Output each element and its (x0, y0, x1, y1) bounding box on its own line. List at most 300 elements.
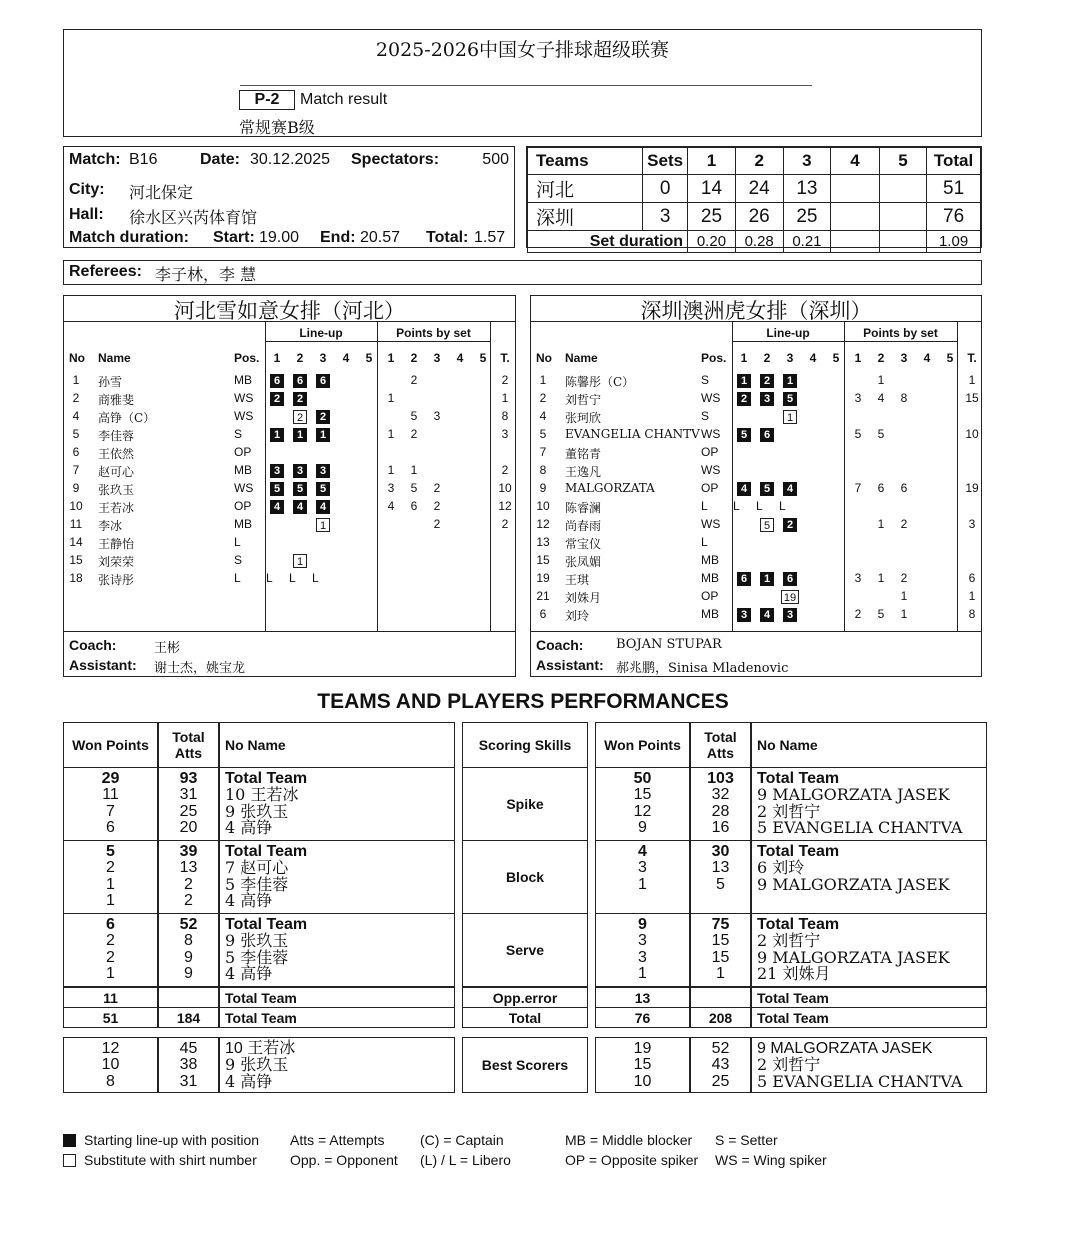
starting-position-marker: 6 (783, 572, 797, 586)
no-header: No (536, 351, 552, 365)
total-atts: 16 (711, 818, 730, 836)
points-set-3-header: 3 (900, 351, 908, 365)
player-name: 刘玲 (565, 609, 590, 623)
libero-mark: L (289, 571, 296, 585)
total-label (462, 1007, 588, 1028)
starting-position-marker: 4 (316, 500, 330, 514)
player-number: 14 (69, 535, 83, 549)
set-points: 2 (433, 481, 441, 495)
player-number: 7 (72, 463, 80, 477)
substitute-swatch (63, 1154, 76, 1167)
player-position: OP (234, 499, 252, 513)
lineup-set-4-header: 4 (809, 351, 817, 365)
set-points: 2 (900, 517, 908, 531)
starting-position-marker: 3 (270, 464, 284, 478)
lineup-divider (732, 321, 733, 631)
player-position: S (701, 373, 710, 387)
set-points: 1 (387, 427, 395, 441)
set-points: 4 (877, 391, 885, 405)
player-total-points: 8 (501, 409, 509, 423)
starting-position-marker: 2 (737, 392, 751, 406)
player-position: OP (234, 445, 252, 459)
lineup-set-3-header: 3 (319, 351, 327, 365)
duration-label: Match duration: (69, 229, 189, 246)
starting-position-marker: 1 (293, 428, 307, 442)
player-name: 王依然 (98, 447, 135, 461)
points-set-2-header: 2 (410, 351, 418, 365)
referees-panel (63, 260, 982, 285)
team-b-set-3: 25 (783, 203, 831, 231)
player-name: 张珂欣 (565, 411, 602, 425)
match-label: Match: (69, 151, 121, 168)
document-title: Match result (300, 91, 388, 108)
player-position: MB (234, 463, 252, 477)
legend-atts: Atts = Attempts (290, 1132, 385, 1148)
player-entry: 2 刘哲宁 (757, 1055, 821, 1075)
opp-error-won-a-text: 11 (103, 989, 118, 1006)
lineup-set-3-header: 3 (786, 351, 794, 365)
won-points-header-b-text: Won Points (604, 737, 681, 753)
substitution-marker: 1 (316, 518, 330, 532)
total-atts: 39 (179, 843, 198, 860)
player-position: MB (234, 517, 252, 531)
opp-error-name-b-text: Total Team (757, 989, 829, 1006)
set-points: 1 (387, 391, 395, 405)
skill-cell (462, 840, 588, 914)
player-entry: 4 高铮 (225, 817, 273, 837)
set-points: 8 (900, 391, 908, 405)
points-set-1-header: 1 (854, 351, 862, 365)
spectators-label: Spectators: (351, 151, 440, 168)
skill-cell (462, 767, 588, 841)
total-atts-cell (158, 767, 219, 841)
player-name-cell (219, 767, 455, 841)
assistant-names: 郝兆鹏，Sinisa Mladenovic (616, 661, 789, 676)
player-total-points: 8 (968, 607, 976, 621)
player-total-points: 3 (968, 517, 976, 531)
match-info-panel (63, 146, 515, 248)
set-points: 5 (877, 427, 885, 441)
total-atts-cell (690, 767, 751, 841)
player-total-points: 6 (968, 571, 976, 585)
coach-label: Coach: (536, 637, 584, 653)
total-atts-a-text: 184 (176, 1009, 201, 1026)
starting-position-marker: 1 (316, 428, 330, 442)
player-name: 尚春雨 (565, 519, 602, 533)
total-atts-cell (690, 840, 751, 914)
starting-position-marker: 1 (783, 374, 797, 388)
points-set-5-header: 5 (479, 351, 487, 365)
player-position: MB (234, 373, 252, 387)
starting-position-marker: 4 (293, 500, 307, 514)
player-entry: 9 MALGORZATA JASEK (757, 947, 950, 967)
best-atts-cell (690, 1037, 751, 1093)
lineup-header: Line-up (299, 326, 343, 340)
set-points: 3 (433, 409, 441, 423)
player-entry: 9 MALGORZATA JASEK (757, 785, 950, 805)
header-set-4: 4 (831, 148, 879, 175)
set-points: 5 (854, 427, 862, 441)
set-points: 3 (387, 481, 395, 495)
competition-phase: 常规赛B级 (239, 118, 315, 137)
player-position: MB (701, 571, 719, 585)
won-points: 1 (638, 964, 647, 982)
player-position: WS (234, 391, 254, 405)
player-number: 15 (536, 553, 550, 567)
total-atts-list (159, 844, 218, 909)
set-points: 5 (877, 607, 885, 621)
player-name: 刘荣荣 (98, 555, 135, 569)
pos-header: Pos. (234, 351, 260, 365)
coach-rule (531, 631, 981, 632)
player-entry: Total Team (757, 843, 840, 860)
total-atts: 31 (179, 1072, 198, 1090)
won-points: 3 (638, 859, 647, 877)
player-entry: 21 刘姝月 (757, 963, 831, 983)
player-entry: 2 刘哲宁 (757, 801, 821, 821)
header-set-2: 2 (735, 148, 783, 175)
hall-label: Hall: (69, 206, 104, 223)
set-points: 1 (900, 589, 908, 603)
player-total-points: 15 (965, 391, 979, 405)
no-header: No (69, 351, 85, 365)
starting-position-marker: 5 (316, 482, 330, 496)
starting-position-marker: 4 (737, 482, 751, 496)
player-name: 王逸凡 (565, 465, 602, 479)
header-rule (64, 321, 515, 322)
won-points-list (64, 844, 157, 909)
libero-mark: L (779, 499, 786, 513)
player-entry: 9 张玖玉 (225, 801, 289, 821)
team-b-sets: 3 (643, 203, 688, 231)
opp-error-label-text: Opp.error (492, 989, 558, 1006)
skill-name: Serve (505, 942, 545, 958)
total-won-b (595, 1007, 690, 1028)
header-set-1: 1 (688, 148, 736, 175)
starting-position-marker: 2 (316, 410, 330, 424)
team-a-set-2: 24 (735, 175, 783, 203)
player-number: 12 (536, 517, 550, 531)
legend-libero: (L) / L = Libero (420, 1152, 511, 1168)
player-position: OP (701, 589, 719, 603)
player-position: MB (701, 553, 719, 567)
player-entry-list (220, 1041, 454, 1090)
total-atts-list (159, 771, 218, 836)
coach-name: BOJAN STUPAR (616, 637, 722, 652)
player-name: 李佳蓉 (98, 429, 135, 443)
total-name-a-text: Total Team (225, 1009, 297, 1026)
total-atts: 31 (179, 786, 198, 804)
player-position: OP (701, 445, 719, 459)
starting-position-marker: 1 (270, 428, 284, 442)
pos-header: Pos. (701, 351, 727, 365)
set-points: 1 (410, 463, 418, 477)
total-won-a-text: 51 (102, 1009, 119, 1026)
won-points: 3 (638, 932, 647, 950)
player-entry-list (220, 917, 454, 982)
starting-position-marker: 1 (760, 572, 774, 586)
player-number: 4 (72, 409, 80, 423)
points-divider (844, 321, 845, 631)
player-entry: 5 EVANGELIA CHANTVA (757, 817, 963, 837)
starting-position-marker: 2 (270, 392, 284, 406)
header-set-3: 3 (783, 148, 831, 175)
team-a-set-1: 14 (688, 175, 736, 203)
player-entry: 9 张玖玉 (225, 931, 289, 951)
performances-title: TEAMS AND PLAYERS PERFORMANCES (317, 690, 729, 713)
total-won-b-text: 76 (634, 1009, 651, 1026)
header-teams: Teams (528, 148, 643, 175)
won-points-list (596, 917, 689, 982)
coach-name: 王彬 (154, 641, 181, 656)
player-name: 张凤媚 (565, 555, 602, 569)
won-points-header-b (595, 722, 690, 768)
total-divider (957, 321, 958, 631)
set-points: 2 (900, 571, 908, 585)
start-label: Start: (213, 229, 255, 246)
starting-position-marker: 3 (316, 464, 330, 478)
player-entry-list (752, 917, 986, 982)
city-name: 河北保定 (129, 183, 194, 202)
player-name: 孙雪 (98, 375, 123, 389)
points-set-1-header: 1 (387, 351, 395, 365)
won-points: 15 (633, 1056, 652, 1074)
player-total-points: 2 (501, 463, 509, 477)
set-points: 2 (433, 499, 441, 513)
player-entry: 6 刘玲 (757, 858, 805, 878)
starting-position-marker: 5 (293, 482, 307, 496)
player-number: 18 (69, 571, 83, 585)
player-number: 10 (536, 499, 550, 513)
player-name: 赵可心 (98, 465, 135, 479)
player-position: L (234, 571, 241, 585)
player-entry: 4 高铮 (225, 890, 273, 910)
total-name-a (219, 1007, 455, 1028)
total-atts: 38 (179, 1056, 198, 1074)
libero-mark: L (756, 499, 763, 513)
player-number: 11 (69, 517, 83, 531)
lineup-set-1-header: 1 (273, 351, 281, 365)
best-scorers-label: Best Scorers (481, 1057, 569, 1073)
player-total-points: 10 (498, 481, 512, 495)
team-name: 深圳澳洲虎女排（深圳） (640, 299, 872, 323)
player-entry: 10 王若冰 (225, 785, 299, 805)
player-entry: 5 EVANGELIA CHANTVA (757, 1071, 963, 1091)
end-time: 20.57 (360, 229, 401, 246)
starting-position-marker: 4 (783, 482, 797, 496)
total-atts: 52 (179, 916, 198, 933)
total-won-a (63, 1007, 158, 1028)
player-number: 13 (536, 535, 550, 549)
points-header: Points by set (396, 326, 471, 340)
total-atts: 52 (711, 1040, 730, 1057)
total-atts-b-text: 208 (708, 1009, 733, 1026)
points-divider (377, 321, 378, 631)
total-atts-cell (158, 913, 219, 987)
team-a-abbr: 河北 (528, 175, 643, 203)
assistant-label: Assistant: (536, 657, 604, 673)
score-table (526, 146, 982, 248)
player-position: WS (701, 517, 721, 531)
player-number: 5 (539, 427, 547, 441)
won-points: 1 (106, 891, 115, 909)
total-atts: 25 (711, 1072, 730, 1090)
total-atts-list (691, 844, 750, 893)
player-number: 8 (539, 463, 547, 477)
name-header: Name (98, 351, 131, 365)
set-points: 1 (877, 373, 885, 387)
legend-opp: Opp. = Opponent (290, 1152, 398, 1168)
starting-position-marker: 6 (737, 572, 751, 586)
player-number: 19 (536, 571, 550, 585)
player-number: 5 (72, 427, 80, 441)
player-number: 1 (539, 373, 547, 387)
player-number: 9 (72, 481, 80, 495)
won-points: 2 (106, 859, 115, 877)
team-a-roster (63, 295, 516, 677)
won-points-cell (595, 840, 690, 914)
substitution-marker: 2 (293, 410, 307, 424)
date-label: Date: (200, 151, 241, 168)
set-points: 4 (387, 499, 395, 513)
set-points: 2 (433, 517, 441, 531)
total-atts-list (691, 917, 750, 982)
substitution-marker: 5 (760, 518, 774, 532)
won-points: 10 (101, 1056, 120, 1074)
player-entry: 9 张玖玉 (225, 1055, 289, 1075)
player-number: 2 (72, 391, 80, 405)
player-name: 高铮（C） (98, 411, 156, 425)
best-atts-cell (158, 1037, 219, 1093)
starting-position-marker: 3 (737, 608, 751, 622)
total-atts: 15 (711, 932, 730, 950)
no-name-header-a-text: No Name (225, 737, 286, 753)
set-duration-1: 0.20 (688, 231, 736, 253)
opp-error-name-b (751, 987, 987, 1008)
substitution-marker: 1 (783, 410, 797, 424)
points-set-3-header: 3 (433, 351, 441, 365)
player-name: MALGORZATA (565, 481, 655, 495)
legend-s: S = Setter (715, 1132, 778, 1148)
player-entry: 4 高铮 (225, 1071, 273, 1091)
team-b-set-5 (879, 203, 926, 231)
player-name: EVANGELIA CHANTV (565, 427, 700, 441)
starting-position-marker: 6 (760, 428, 774, 442)
total-atts: 30 (711, 843, 730, 860)
player-name: 王静怡 (98, 537, 135, 551)
team-a-set-3: 13 (783, 175, 831, 203)
won-points: 15 (633, 786, 652, 804)
set-duration-label: Set duration (528, 231, 688, 253)
starting-position-marker: 3 (760, 392, 774, 406)
player-entry: Total Team (225, 916, 308, 933)
opp-error-won-b (595, 987, 690, 1008)
legend-substitute: Substitute with shirt number (84, 1152, 257, 1168)
total-atts: 20 (179, 818, 198, 836)
player-entry: Total Team (757, 770, 840, 787)
points-set-4-header: 4 (456, 351, 464, 365)
starting-position-marker: 2 (783, 518, 797, 532)
player-total-points: 2 (501, 373, 509, 387)
player-number: 2 (539, 391, 547, 405)
won-points: 19 (633, 1040, 652, 1057)
player-position: WS (234, 481, 254, 495)
starting-position-marker: 6 (316, 374, 330, 388)
set-duration-3: 0.21 (783, 231, 831, 253)
total-label: Total: (426, 229, 469, 246)
player-total-points: 1 (968, 589, 976, 603)
set-points: 6 (410, 499, 418, 513)
player-name: 王若冰 (98, 501, 135, 515)
starting-lineup-swatch (63, 1134, 76, 1147)
player-entry-list (220, 844, 454, 909)
total-atts: 2 (184, 875, 193, 893)
coach-label: Coach: (69, 637, 117, 653)
report-header (63, 29, 982, 137)
team-b-abbr: 深圳 (528, 203, 643, 231)
won-points: 3 (638, 948, 647, 966)
player-number: 15 (69, 553, 83, 567)
starting-position-marker: 2 (293, 392, 307, 406)
won-points-list (596, 771, 689, 836)
total-atts: 2 (184, 891, 193, 909)
match-date: 30.12.2025 (250, 151, 331, 168)
player-number: 10 (69, 499, 83, 513)
team-b-set-2: 26 (735, 203, 783, 231)
player-total-points: 3 (501, 427, 509, 441)
total-atts-list (159, 1041, 218, 1090)
player-number: 4 (539, 409, 547, 423)
total-atts-header-a-text: Total Atts (172, 729, 205, 761)
total-atts-list (691, 1041, 750, 1090)
best-won-cell (63, 1037, 158, 1093)
set-points: 3 (854, 391, 862, 405)
team-a-sets: 0 (643, 175, 688, 203)
total-divider (490, 321, 491, 631)
match-number: B16 (129, 151, 158, 168)
skill-name: Block (505, 869, 545, 885)
document-code: P-2 (239, 90, 295, 110)
set-duration-total: 1.09 (927, 231, 981, 253)
total-atts: 45 (179, 1040, 198, 1057)
best-won-cell (595, 1037, 690, 1093)
total-atts: 9 (184, 948, 193, 966)
substitution-marker: 1 (293, 554, 307, 568)
won-points: 4 (638, 843, 647, 860)
player-position: MB (701, 607, 719, 621)
lineup-set-4-header: 4 (342, 351, 350, 365)
end-label: End: (320, 229, 356, 246)
legend-ws: WS = Wing spiker (715, 1152, 827, 1168)
starting-position-marker: 6 (293, 374, 307, 388)
player-position: WS (701, 463, 721, 477)
won-points: 8 (106, 1072, 115, 1090)
player-number: 6 (539, 607, 547, 621)
substitution-marker: 19 (781, 590, 799, 604)
player-position: L (701, 535, 708, 549)
player-name: 陈睿澜 (565, 501, 602, 515)
player-total-points: 19 (965, 481, 979, 495)
header-total: Total (927, 148, 981, 175)
won-points-header-a (63, 722, 158, 768)
lineup-set-5-header: 5 (365, 351, 373, 365)
total-atts: 28 (711, 802, 730, 820)
set-points: 7 (854, 481, 862, 495)
player-entry: 5 李佳蓉 (225, 874, 289, 894)
lineup-header: Line-up (766, 326, 810, 340)
header-rule (531, 321, 981, 322)
total-atts-a (158, 1007, 219, 1028)
